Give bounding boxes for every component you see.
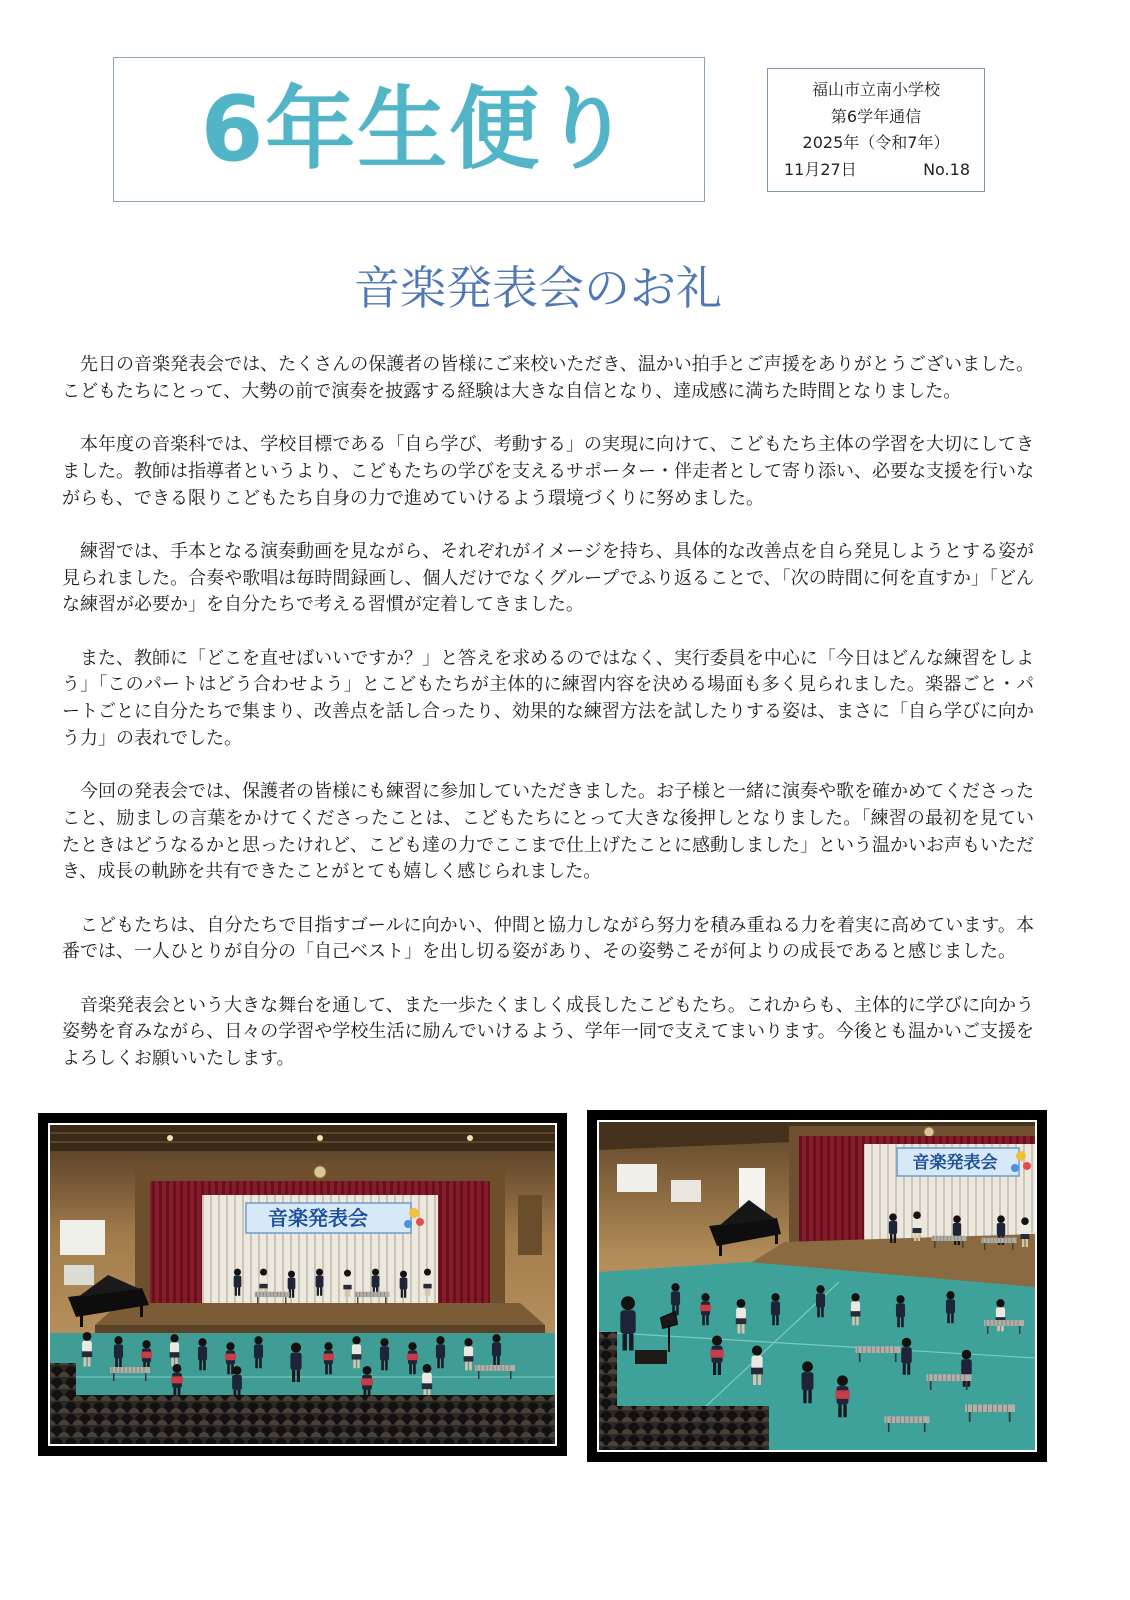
photo-frame-right xyxy=(587,1110,1047,1462)
flower-decoration xyxy=(416,1218,424,1226)
banner-text: 音楽発表会 xyxy=(268,1206,368,1230)
flower-decoration xyxy=(404,1220,412,1228)
school-emblem xyxy=(314,1166,326,1178)
stage-valance xyxy=(150,1181,490,1197)
photo-left xyxy=(48,1123,557,1446)
school-name: 福山市立南小学校 xyxy=(811,80,940,99)
ceiling-beams xyxy=(50,1125,555,1151)
paragraph: 今回の発表会では、保護者の皆様にも練習に参加していただきました。お子様と一緒に演奏や歌を確かめてくださったこと、励ましの言葉をかけてくださったことは、こどもたちにとって大きな後押しとなりました。「練習の最初を見ていたときはどうなるかと思ったけれど、こども達の力でここまで仕上げたことに感動しました」という温かいお声もいただき、成長の軌跡を共有できたことがとても嬉しく感じられました。 xyxy=(62,781,1034,883)
flower-decoration xyxy=(1023,1162,1031,1170)
paragraph: 練習では、手本となる演奏動画を見ながら、それぞれがイメージを持ち、具体的な改善点を自ら発見しようとする姿が見られました。合奏や歌唱は毎時間録画し、個人だけでなくグループでふり返ることで、「次の時間に何を直すか」「どんな練習が必要か」を自分たちで考える習慣が定着してきました。 xyxy=(62,540,1034,616)
concert-hall-front-view xyxy=(50,1125,555,1444)
stage-edge xyxy=(95,1325,545,1333)
issue-date-number xyxy=(768,157,984,184)
photo-frame-left xyxy=(38,1113,567,1456)
flower-decoration xyxy=(1011,1164,1019,1172)
stage-floor xyxy=(95,1303,545,1325)
paragraph: 音楽発表会という大きな舞台を通して、また一歩たくましく成長したこどもたち。これからも、主体的に学びに向かう姿勢を育みながら、日々の学習や学校生活に励んでいけるよう、学年一同で支えてまいります。今後とも温かいご支援をよろしくお願いいたします。 xyxy=(62,994,1034,1070)
newsletter-title: 6年生便り xyxy=(200,76,634,182)
paragraph: また、教師に「どこを直せばいいですか？」と答えを求めるのではなく、実行委員を中心に「今日はどんな練習をしよう」「このパートはどう合わせよう」とこどもたちが主体的に練習内容を決める場面も多く見られました。楽器ごと・パートごとに自分たちで集まり、改善点を話し合ったり、効果的な練習方法を試したりする姿は、まさに「自ら学びに向かう力」の表れでした。 xyxy=(62,647,1034,749)
red-curtain-left xyxy=(799,1144,864,1252)
notice-board xyxy=(64,1265,94,1285)
flower-decoration xyxy=(409,1208,419,1218)
audience xyxy=(599,1406,769,1450)
issue-info-box xyxy=(767,68,985,192)
banner-text: 音楽発表会 xyxy=(912,1153,998,1173)
issue-year: 2025年（令和7年） xyxy=(802,133,950,152)
stage-banner xyxy=(246,1203,424,1233)
concert-hall-side-view xyxy=(599,1122,1035,1450)
photo-right xyxy=(597,1120,1037,1452)
issue-number: No.18 xyxy=(923,159,970,179)
red-curtain-right xyxy=(438,1195,490,1307)
stage-banner xyxy=(897,1148,1031,1176)
school-emblem xyxy=(924,1127,934,1137)
paragraph: 本年度の音楽科では、学校目標である「自ら学び、考動する」の実現に向けて、こどもたち主体の学習を大切にしてきました。教師は指導者というより、こどもたちの学びを支えるサポーター・伴走者として寄り添い、必要な支援を行いながらも、できる限りこどもたち自身の力で進めていけるよう環境づくりに努めました。 xyxy=(62,434,1034,509)
podium xyxy=(635,1350,667,1364)
article-body xyxy=(62,352,1034,1100)
newsletter-name: 第6学年通信 xyxy=(830,106,922,126)
paragraph: 先日の音楽発表会では、たくさんの保護者の皆様にご来校いただき、温かい拍手とご声援をありがとうございました。こどもたちにとって、大勢の前で演奏を披露する経験は大きな自信となり、達成感に満ちた時間となりました。 xyxy=(62,354,1034,402)
notice-board xyxy=(60,1220,105,1255)
article-heading: 音楽発表会のお礼 xyxy=(354,261,722,315)
paragraph: こどもたちは、自分たちで目指すゴールに向かい、仲間と協力しながら努力を積み重ねる力を着実に高めています。本番では、一人ひとりが自分の「自己ベスト」を出し切る姿があり、その姿勢こそが何よりの成長であると感じました。 xyxy=(62,914,1034,963)
flower-decoration xyxy=(1016,1151,1026,1161)
audience xyxy=(599,1332,617,1412)
issue-date: 11月27日 xyxy=(784,159,857,179)
wall-speaker xyxy=(518,1195,542,1255)
audience xyxy=(50,1395,555,1444)
newsletter-title-box xyxy=(113,57,705,202)
notice-board xyxy=(617,1164,657,1192)
notice-board xyxy=(671,1180,701,1202)
red-curtain-left xyxy=(150,1195,202,1307)
audience xyxy=(50,1363,76,1403)
